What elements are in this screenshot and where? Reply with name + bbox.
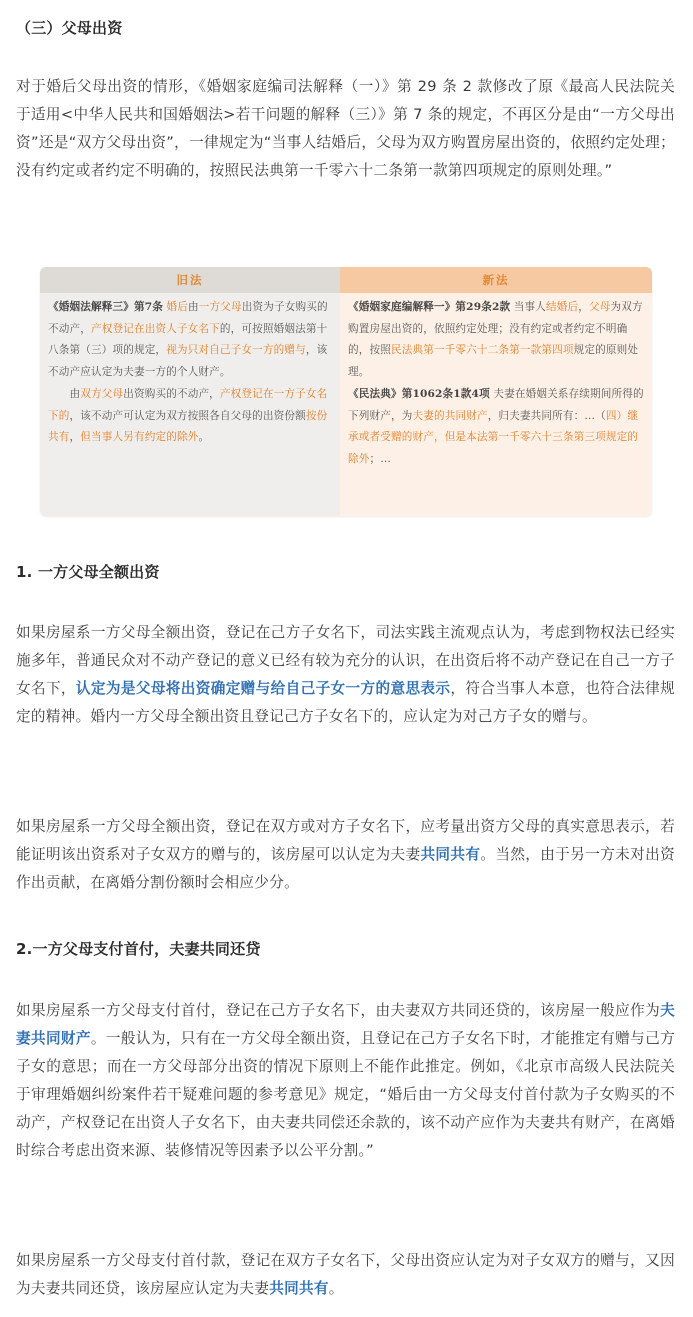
section-title: （三）父母出资 — [16, 19, 123, 37]
paragraph-text: 。 — [328, 1280, 344, 1297]
highlight-text: 共同共有 — [420, 846, 481, 863]
law-comparison-table — [40, 267, 652, 516]
old-law-text-segment: 婚后 — [166, 301, 188, 313]
paragraph-text: ，符合当事人本意，也符合法律规定的精神。婚内一方父母全额出资且登记己方子女名下的，应认定为对己方子女的赠与。 — [16, 680, 675, 725]
new-law-text-segment: 夫妻的共同财产 — [412, 409, 488, 422]
old-law-text-segment: 。 — [198, 431, 210, 444]
new-law-header: 新法 — [340, 267, 652, 293]
new-law-text — [340, 293, 652, 471]
old-law-text-segment: 出资为子女购买的不动产， — [48, 301, 328, 335]
highlight-text: 共同共有 — [269, 1280, 329, 1297]
old-law-text-segment: 一方父母 — [198, 301, 242, 313]
old-law-text-segment: 由 — [69, 387, 81, 400]
old-law-text-segment: ，该不动产应认定为夫妻一方的个人财产。 — [48, 344, 328, 379]
paragraph-text: 。当然，由于另一方未对出资作出贡献，在离婚分割份额时会相应少分。 — [16, 846, 675, 891]
paragraph — [16, 1247, 675, 1303]
old-law-text-segment: 出资购买的不动产， — [123, 387, 220, 400]
paragraph-text: 如果房屋系一方父母全额出资，登记在己方子女名下，司法实践主流观点认为，考虑到物权法已经实施多年，普通民众对不动产登记的意义已经有较为充分的认识，在出资后将不动产登记在自己一方子女名下， — [16, 624, 675, 697]
new-law-text-segment: ，归夫妻共同所有：…（ — [487, 409, 606, 422]
new-law-source: 《民法典》第1062条1款4项 — [348, 387, 490, 400]
old-law-text-segment: 但当事人另有约定的除外 — [80, 431, 199, 444]
old-law-text-segment: 双方父母 — [80, 387, 124, 400]
old-law-text-segment: 产权登记在一方子女名下的 — [48, 387, 328, 422]
new-law-text-segment: 当事人 — [510, 301, 546, 313]
subsection-title-2: 2.一方父母支付首付，夫妻共同还贷 — [16, 940, 261, 958]
new-law-text-segment: 民法典第一千零六十二条第一款第四项 — [390, 344, 574, 357]
old-law-text-segment: 视为只对自己子女一方的赠与 — [166, 344, 306, 357]
paragraph — [16, 997, 675, 1165]
new-law-column — [340, 267, 652, 516]
old-law-source: 《婚姻法解释三》第7条 — [48, 301, 163, 313]
old-law-text-segment: 按份共有 — [48, 409, 328, 444]
paragraph — [16, 619, 675, 731]
new-law-text-segment: 为双方购置房屋出资的，依照约定处理；没有约定或者约定不明确的，按照 — [348, 301, 643, 357]
paragraph-text: 。一般认为，只有在一方父母全额出资，且登记在己方子女名下时，才能推定有赠与己方子女的意思；而在一方父母部分出资的情况下原则上不能作此推定。例如，《北京市高级人民法院关于审理婚姻纠纷案件若干疑难问题的参考意见》规定，“婚后由一方父母支付首付款为子女购买的不动产，产权登记在出资人子女名下，由夫妻共同偿还余款的，该不动产应作为夫妻共有财产，在离婚时综合考虑出资来源、装修情况等因素予以公平分割。” — [16, 1030, 675, 1159]
highlight-text: 认定为是父母将出资确定赠与给自己子女一方的意思表示 — [75, 680, 451, 697]
new-law-text-segment: 父母 — [588, 301, 611, 313]
old-law-column — [40, 267, 340, 516]
paragraph-text: 如果房屋系一方父母支付首付款，登记在双方子女名下，父母出资应认定为对子女双方的赠与，又因为夫妻共同还贷，该房屋应认定为夫妻 — [16, 1252, 675, 1297]
paragraph-text: 如果房屋系一方父母全额出资，登记在双方或对方子女名下，应考量出资方父母的真实意思表示，若能证明该出资系对子女双方的赠与的，该房屋可以认定为夫妻 — [16, 818, 675, 863]
new-law-source: 《婚姻家庭编解释一》第29条2款 — [348, 301, 511, 313]
old-law-text-segment: 产权登记在出资人子女名下 — [90, 322, 220, 335]
subsection-title-1: 1. 一方父母全额出资 — [16, 563, 160, 581]
new-law-text-segment: ；… — [369, 452, 391, 465]
old-law-text-segment: 的，可按照婚姻法第十八条第（三）项的规定， — [48, 322, 328, 357]
new-law-text-segment: 四）继承或者受赠的财产，但是本法第一千零六十三条第三项规定的除外 — [348, 409, 639, 465]
old-law-text — [40, 293, 340, 449]
new-law-text-segment: ， — [578, 301, 589, 313]
intro-paragraph: 对于婚后父母出资的情形，《婚姻家庭编司法解释（一）》第 29 条 2 款修改了原《最高人民法院关于适用<中华人民共和国婚姻法>若干问题的解释（三）》第 7 条的规定，不再区分是由“一方父母出资”还是“双方父母出资”，一律规定为“当事人结婚后，父母为双方购置房屋出资的，依照约定处理；没有约定或者约定不明确的，按照民法典第一千零六十二条第一款第四项规定的原则处理。” — [16, 78, 675, 179]
new-law-text-segment: 结婚后 — [545, 301, 579, 313]
highlight-text: 夫妻共同财产 — [16, 1002, 675, 1047]
old-law-text-segment: ，该不动产可认定为双方按照各自父母的出资份额 — [69, 409, 306, 422]
new-law-text-segment: 规定的原则处理。 — [348, 344, 639, 379]
old-law-text-segment: ， — [69, 431, 81, 444]
old-law-text-segment: 由 — [188, 301, 199, 313]
paragraph-text: 如果房屋系一方父母支付首付，登记在己方子女名下，由夫妻双方共同还贷的，该房屋一般应作为 — [16, 1002, 661, 1019]
new-law-text-segment: 夫妻在婚姻关系存续期间所得的下列财产，为 — [348, 387, 644, 422]
old-law-header: 旧法 — [40, 267, 340, 293]
paragraph — [16, 813, 675, 897]
